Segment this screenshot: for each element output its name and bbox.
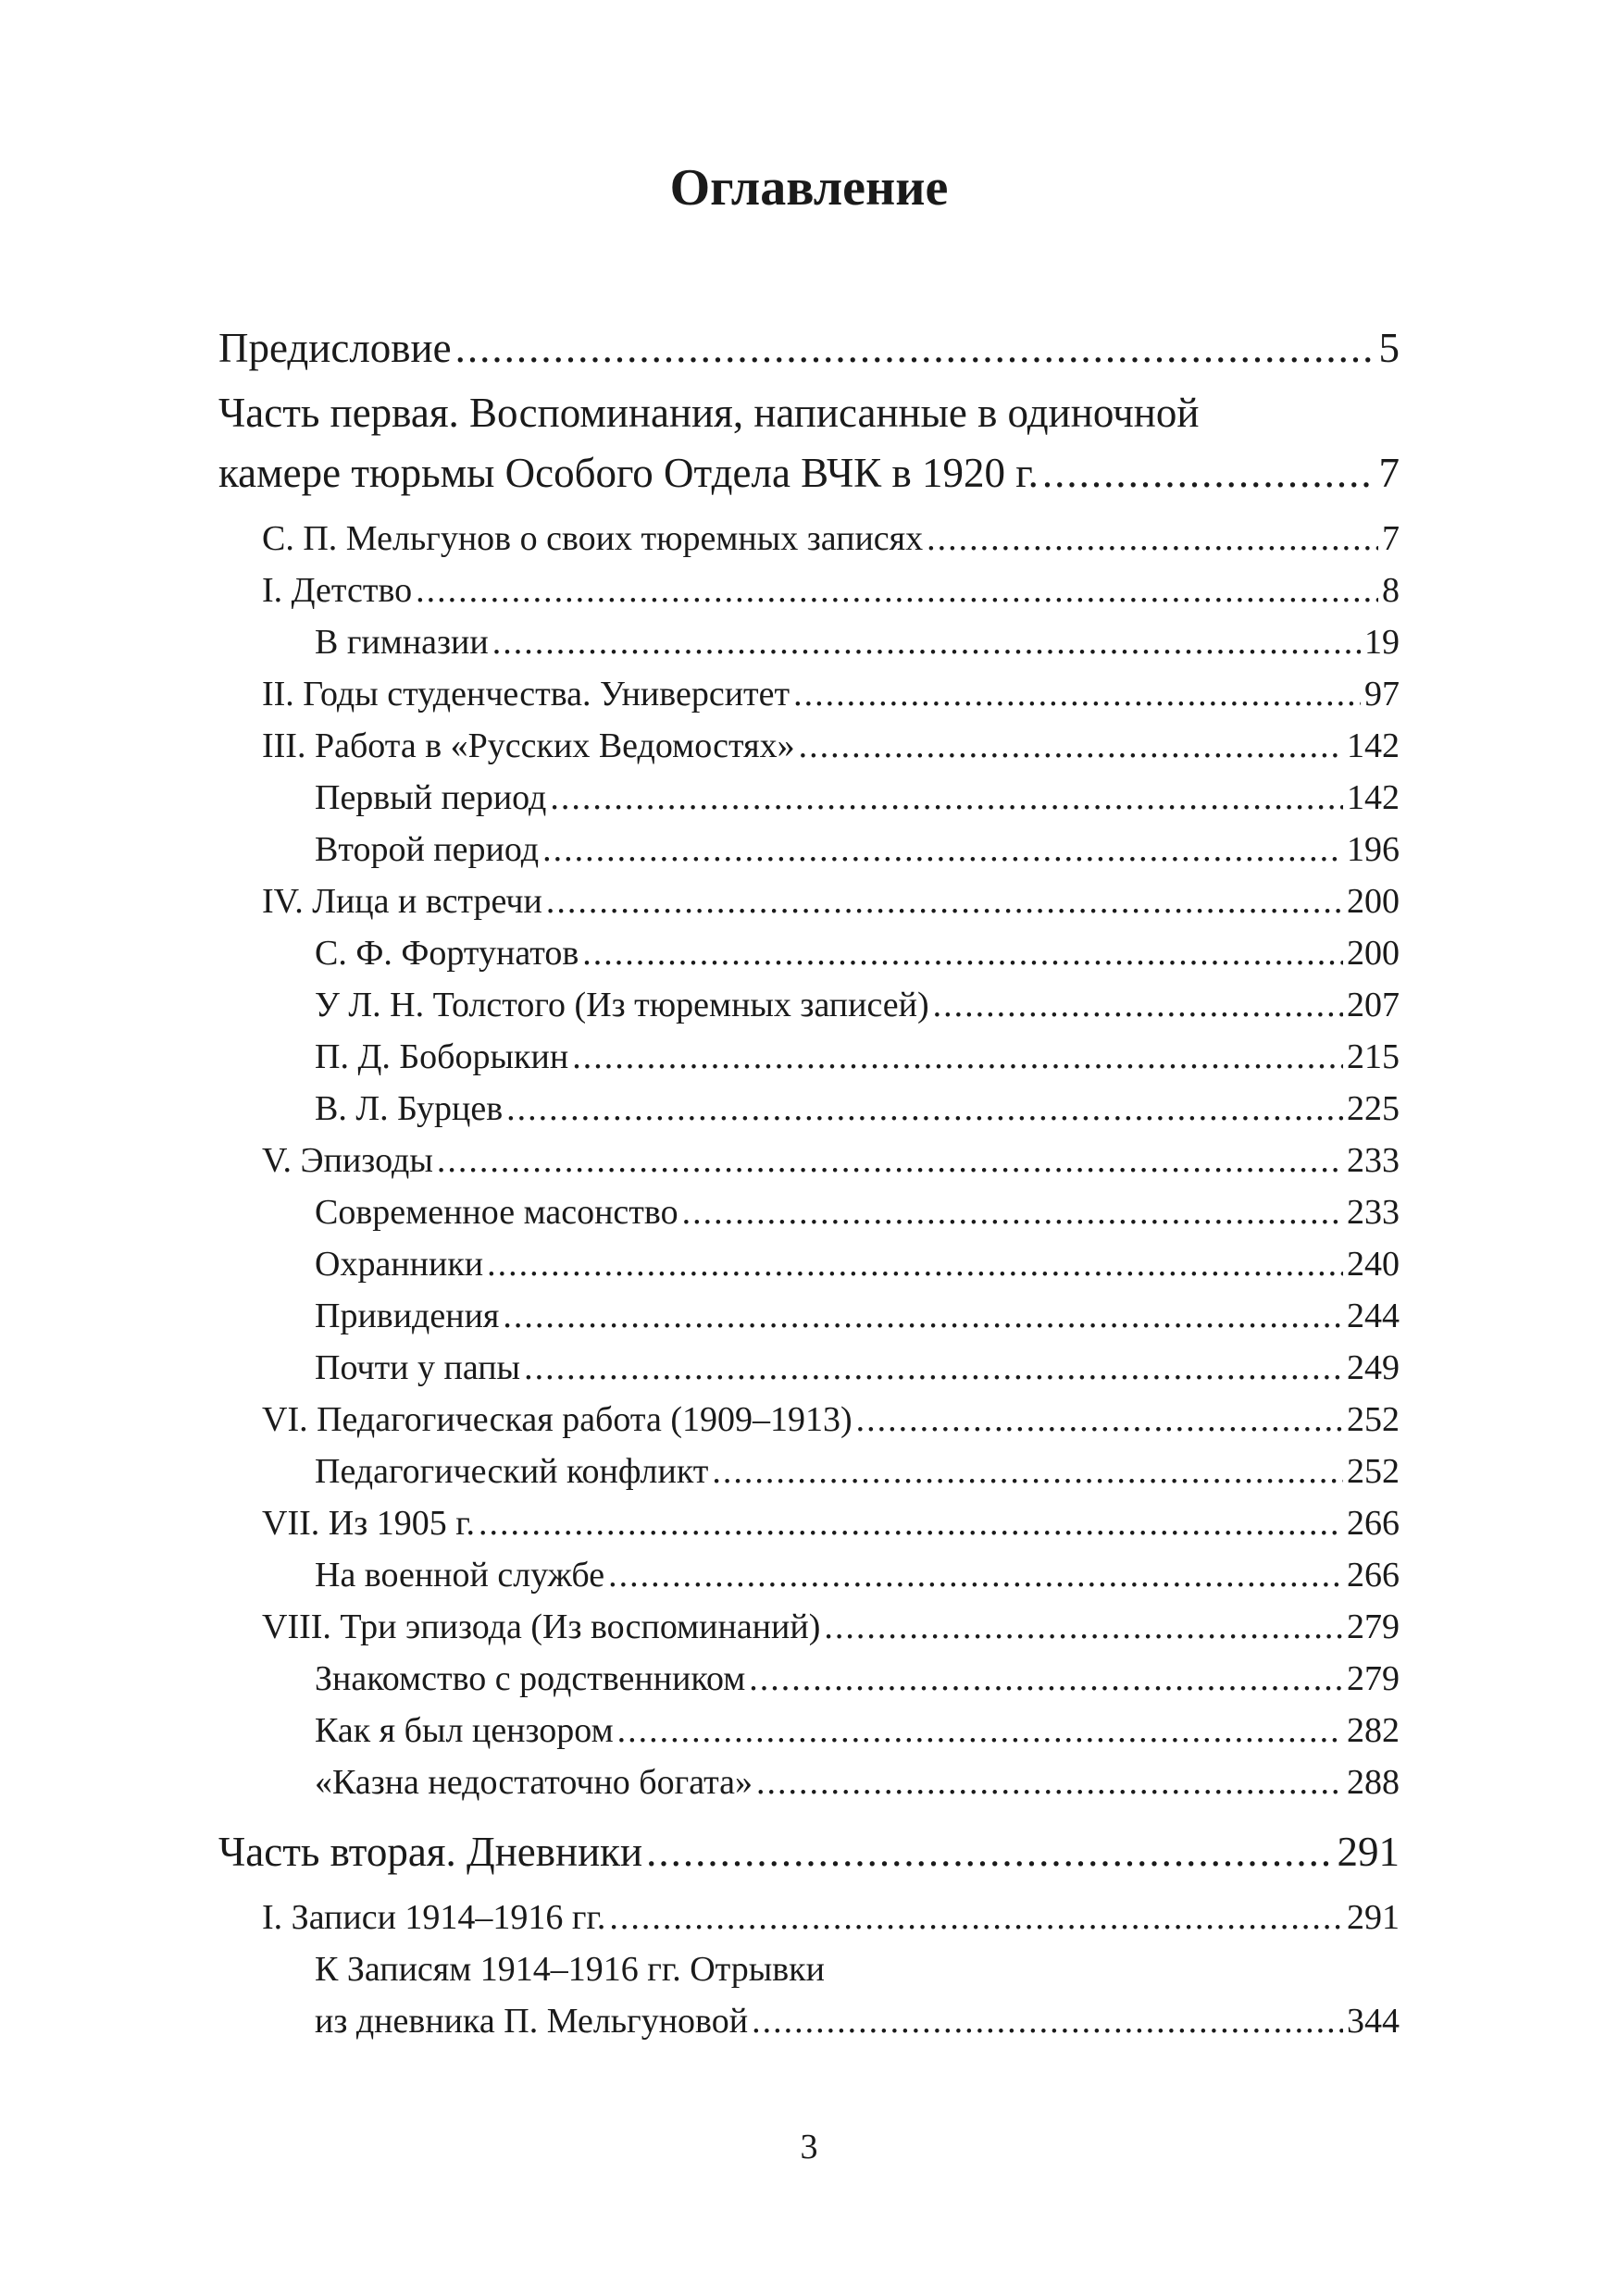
toc-entry[interactable] bbox=[262, 1140, 1400, 1181]
toc-entry[interactable] bbox=[315, 1710, 1400, 1751]
toc-entry[interactable] bbox=[315, 1658, 1400, 1699]
toc-entry[interactable] bbox=[315, 1244, 1400, 1285]
toc-entry[interactable] bbox=[315, 1347, 1400, 1388]
toc-entry[interactable] bbox=[315, 1555, 1400, 1595]
toc-entry-line1[interactable]: К Записям 1914–1916 гг. Отрывки bbox=[315, 1950, 825, 1989]
page-number: 3 bbox=[800, 2128, 818, 2166]
toc-entry-page: 200 bbox=[1347, 882, 1400, 921]
toc-entry-label: Педагогический конфликт bbox=[315, 1452, 709, 1491]
toc-entry-label: VII. Из 1905 г. bbox=[262, 1504, 476, 1543]
toc-entry-page: 233 bbox=[1347, 1141, 1400, 1180]
toc-entry[interactable] bbox=[315, 829, 1400, 870]
dot-leader bbox=[712, 1451, 1343, 1492]
toc-entry-page: 291 bbox=[1337, 1829, 1400, 1875]
toc-entry-label: С. П. Мельгунов о своих тюремных записях bbox=[262, 519, 924, 558]
toc-entry[interactable] bbox=[315, 1088, 1400, 1129]
toc-entry-page: 200 bbox=[1347, 934, 1400, 973]
dot-leader bbox=[572, 1036, 1343, 1077]
toc-entry-label: Часть вторая. Дневники bbox=[218, 1829, 643, 1875]
toc-entry-label: I. Детство bbox=[262, 571, 413, 610]
toc-entry[interactable] bbox=[262, 674, 1400, 714]
toc-entry-page: 252 bbox=[1347, 1452, 1400, 1491]
toc-entry-page: 288 bbox=[1347, 1763, 1400, 1802]
toc-entry-page: 215 bbox=[1347, 1037, 1400, 1076]
toc-entry-label: IV. Лица и встречи bbox=[262, 882, 542, 921]
toc-entry[interactable] bbox=[262, 1503, 1400, 1544]
toc-entry[interactable] bbox=[315, 1192, 1400, 1233]
toc-entry[interactable] bbox=[262, 1399, 1400, 1440]
dot-leader bbox=[1042, 449, 1375, 497]
toc-entry-page: 266 bbox=[1347, 1504, 1400, 1543]
toc-entry[interactable] bbox=[262, 518, 1400, 559]
toc-entry-page: 266 bbox=[1347, 1556, 1400, 1595]
toc-part2-title[interactable] bbox=[218, 1828, 1400, 1876]
toc-entry-page: 207 bbox=[1347, 986, 1400, 1024]
toc-entry[interactable] bbox=[315, 622, 1400, 663]
dot-leader bbox=[582, 933, 1343, 974]
toc-entry-page: 279 bbox=[1347, 1607, 1400, 1646]
toc-entry[interactable] bbox=[315, 1036, 1400, 1077]
toc-part1-title-line1[interactable]: Часть первая. Воспоминания, написанные в одиночной bbox=[218, 390, 1200, 436]
dot-leader bbox=[752, 2001, 1343, 2042]
page-title: Оглавление bbox=[669, 159, 949, 217]
toc-entry-page: 233 bbox=[1347, 1193, 1400, 1232]
toc-entry[interactable] bbox=[262, 1607, 1400, 1647]
dot-leader bbox=[506, 1088, 1343, 1129]
toc-entry-page: 240 bbox=[1347, 1245, 1400, 1284]
toc-entry-label: В гимназии bbox=[315, 623, 489, 662]
toc-entry[interactable] bbox=[315, 1296, 1400, 1336]
dot-leader bbox=[437, 1140, 1343, 1181]
toc-entry-page: 7 bbox=[1382, 519, 1400, 558]
toc-entry-page: 252 bbox=[1347, 1400, 1400, 1439]
toc-entry-label: На военной службе bbox=[315, 1556, 605, 1595]
toc-entry-preface[interactable] bbox=[218, 324, 1400, 372]
toc-entry-page: 282 bbox=[1347, 1711, 1400, 1750]
toc-entry-label: Предисловие bbox=[218, 325, 452, 371]
toc-entry[interactable] bbox=[262, 1897, 1400, 1938]
toc-entry-label: П. Д. Боборыкин bbox=[315, 1037, 569, 1076]
toc-part1-title-line2[interactable] bbox=[218, 449, 1400, 497]
dot-leader bbox=[646, 1828, 1333, 1876]
dot-leader bbox=[546, 881, 1343, 922]
toc-entry-label: Охранники bbox=[315, 1245, 484, 1284]
dot-leader bbox=[608, 1555, 1343, 1595]
toc-entry-page: 5 bbox=[1378, 325, 1400, 371]
dot-leader bbox=[542, 829, 1343, 870]
toc-entry-label: Первый период bbox=[315, 778, 547, 817]
toc-entry-page: 142 bbox=[1347, 778, 1400, 817]
toc-entry[interactable] bbox=[262, 570, 1400, 611]
toc-entry-label: С. Ф. Фортунатов bbox=[315, 934, 579, 973]
toc-entry-label: I. Записи 1914–1916 гг. bbox=[262, 1898, 606, 1937]
dot-leader bbox=[503, 1296, 1343, 1336]
dot-leader bbox=[933, 985, 1343, 1025]
dot-leader bbox=[749, 1658, 1343, 1699]
dot-leader bbox=[524, 1347, 1343, 1388]
toc-entry[interactable] bbox=[315, 933, 1400, 974]
toc-entry-label: Современное масонство bbox=[315, 1193, 678, 1232]
toc-entry-page: 344 bbox=[1347, 2002, 1400, 2041]
toc-entry-label: из дневника П. Мельгуновой bbox=[315, 2002, 749, 2041]
toc-entry-label: камере тюрьмы Особого Отдела ВЧК в 1920 г. bbox=[218, 450, 1039, 496]
toc-entry-label: Как я был цензором bbox=[315, 1711, 614, 1750]
toc-entry[interactable] bbox=[315, 985, 1400, 1025]
toc-entry-label: VI. Педагогическая работа (1909–1913) bbox=[262, 1400, 853, 1439]
toc-entry[interactable] bbox=[262, 881, 1400, 922]
dot-leader bbox=[927, 518, 1378, 559]
toc-entry-page: 291 bbox=[1347, 1898, 1400, 1937]
toc-entry-label: V. Эпизоды bbox=[262, 1141, 433, 1180]
dot-leader bbox=[617, 1710, 1343, 1751]
toc-entry-page: 225 bbox=[1347, 1089, 1400, 1128]
dot-leader bbox=[799, 726, 1343, 766]
dot-leader bbox=[793, 674, 1361, 714]
toc-entry-label: Второй период bbox=[315, 830, 540, 869]
toc-entry[interactable] bbox=[315, 777, 1400, 818]
dot-leader bbox=[550, 777, 1343, 818]
dot-leader bbox=[416, 570, 1378, 611]
dot-leader bbox=[609, 1897, 1343, 1938]
toc-entry-label: II. Годы студенчества. Университет bbox=[262, 675, 790, 714]
dot-leader bbox=[824, 1607, 1343, 1647]
dot-leader bbox=[682, 1192, 1343, 1233]
dot-leader bbox=[479, 1503, 1343, 1544]
toc-entry-label: VIII. Три эпизода (Из воспоминаний) bbox=[262, 1607, 821, 1646]
dot-leader bbox=[756, 1762, 1343, 1803]
toc-entry[interactable] bbox=[315, 1762, 1400, 1803]
toc-entry-page: 244 bbox=[1347, 1297, 1400, 1335]
toc-entry-page: 97 bbox=[1364, 675, 1400, 714]
toc-entry-page: 8 bbox=[1382, 571, 1400, 610]
dot-leader bbox=[455, 324, 1375, 372]
toc-entry[interactable] bbox=[315, 1451, 1400, 1492]
toc-entry-label: В. Л. Бурцев bbox=[315, 1089, 504, 1128]
toc-entry-label: Почти у папы bbox=[315, 1348, 521, 1387]
toc-entry-label: III. Работа в «Русских Ведомостях» bbox=[262, 726, 795, 765]
toc-entry-page: 7 bbox=[1378, 450, 1400, 496]
toc-entry-page: 249 bbox=[1347, 1348, 1400, 1387]
toc-entry-label: «Казна недостаточно богата» bbox=[315, 1763, 753, 1802]
dot-leader bbox=[856, 1399, 1343, 1440]
dot-leader bbox=[492, 622, 1361, 663]
toc-entry[interactable] bbox=[315, 2001, 1400, 2042]
toc-entry-page: 279 bbox=[1347, 1659, 1400, 1698]
toc-entry-label: Привидения bbox=[315, 1297, 500, 1335]
toc-entry-label: Знакомство с родственником bbox=[315, 1659, 746, 1698]
dot-leader bbox=[487, 1244, 1343, 1285]
toc-entry-page: 196 bbox=[1347, 830, 1400, 869]
toc-entry[interactable] bbox=[262, 726, 1400, 766]
toc-entry-page: 142 bbox=[1347, 726, 1400, 765]
toc-entry-page: 19 bbox=[1364, 623, 1400, 662]
toc-entry-label: У Л. Н. Толстого (Из тюремных записей) bbox=[315, 986, 929, 1024]
